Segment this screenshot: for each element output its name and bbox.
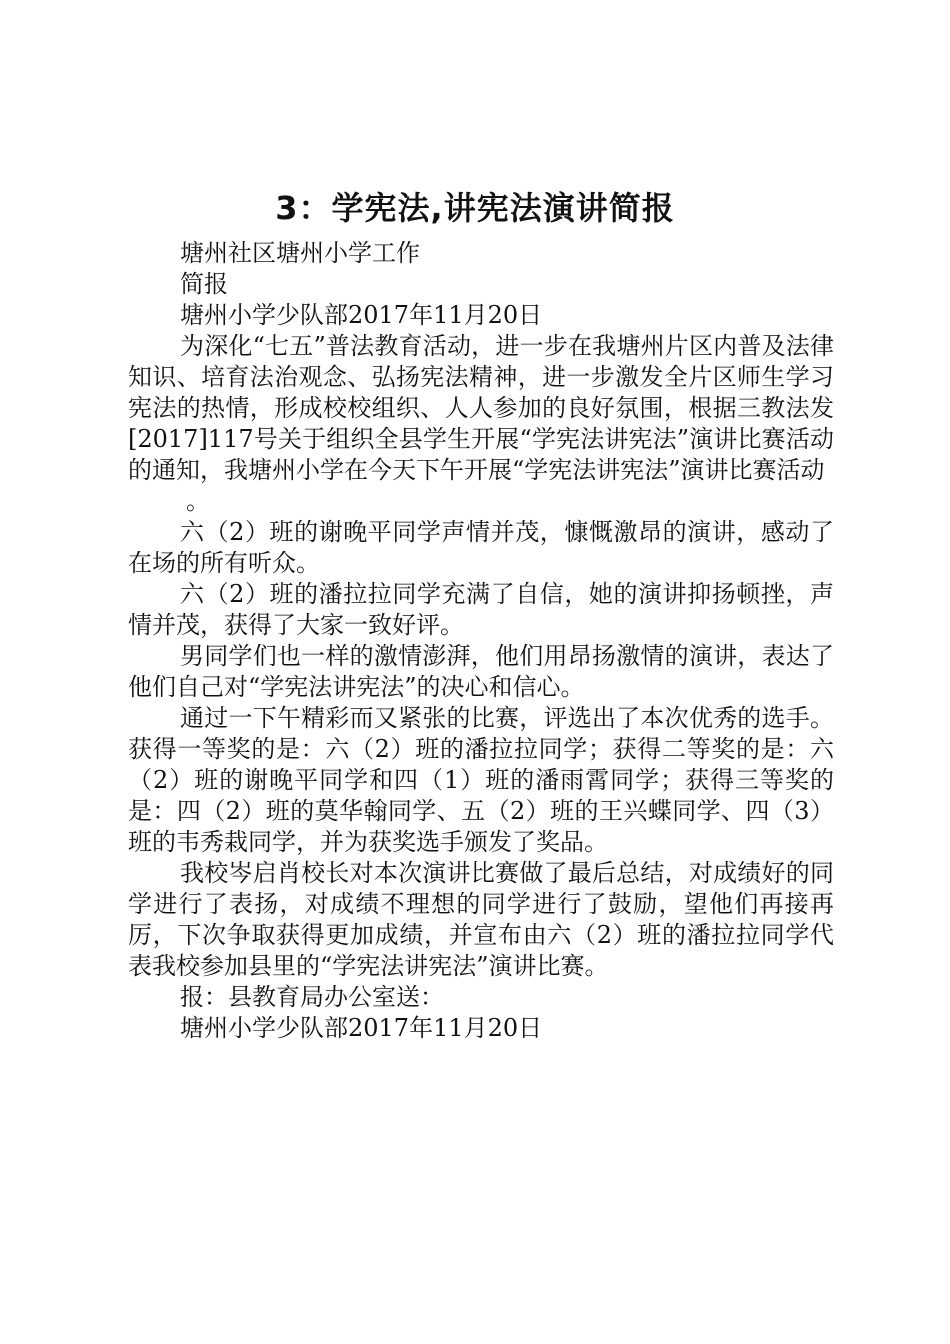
paragraph-awards: 通过一下午精彩而又紧张的比赛，评选出了本次优秀的选手。获得一等奖的是：六（2）班的潘拉拉同学；获得二等奖的是：六（2）班的谢晚平同学和四（1）班的潘雨霄同学；获得三等奖的是：四（2）班的莫华翰同学、五（2）班的王兴蝶同学、四（3）班的韦秀栽同学，并为获奖选手颁发了奖品。 (128, 704, 834, 856)
paragraph-boys: 男同学们也一样的激情澎湃，他们用昂扬激情的演讲，表达了他们自己对“学宪法讲宪法”的决心和信心。 (128, 642, 834, 701)
header-line-type: 简报 (180, 270, 228, 298)
paragraph-speaker-1: 六（2）班的谢晚平同学声情并茂，慷慨激昂的演讲，感动了在场的所有听众。 (128, 518, 834, 577)
document-body (128, 238, 834, 1044)
paragraph-intro: 为深化“七五”普法教育活动，进一步在我塘州片区内普及法律知识、培育法治观念、弘扬宪法精神，进一步激发全片区师生学习宪法的热情，形成校校组织、人人参加的良好氛围，根据三教法发[2017]117号关于组织全县学生开展“学宪法讲宪法”演讲比赛活动的通知，我塘州小学在今天下午开展“学宪法讲宪法”演讲比赛活动 (128, 332, 834, 484)
paragraph-summary: 我校岑启肖校长对本次演讲比赛做了最后总结，对成绩好的同学进行了表扬，对成绩不理想的同学进行了鼓励，望他们再接再厉，下次争取获得更加成绩，并宣布由六（2）班的潘拉拉同学代表我校参加县里的“学宪法讲宪法”演讲比赛。 (128, 859, 834, 980)
footer-issuer-date: 塘州小学少队部2017年11月20日 (180, 1014, 543, 1042)
header-line-unit: 塘州社区塘州小学工作 (180, 239, 420, 267)
document-title: 3：学宪法,讲宪法演讲简报 (275, 189, 675, 227)
header-line-issuer-date: 塘州小学少队部2017年11月20日 (180, 301, 543, 329)
footer-report-to: 报：县教育局办公室送： (180, 983, 444, 1011)
paragraph-speaker-2: 六（2）班的潘拉拉同学充满了自信，她的演讲抑扬顿挫，声情并茂，获得了大家一致好评。 (128, 580, 834, 639)
paragraph-intro-end: 。 (186, 487, 210, 515)
